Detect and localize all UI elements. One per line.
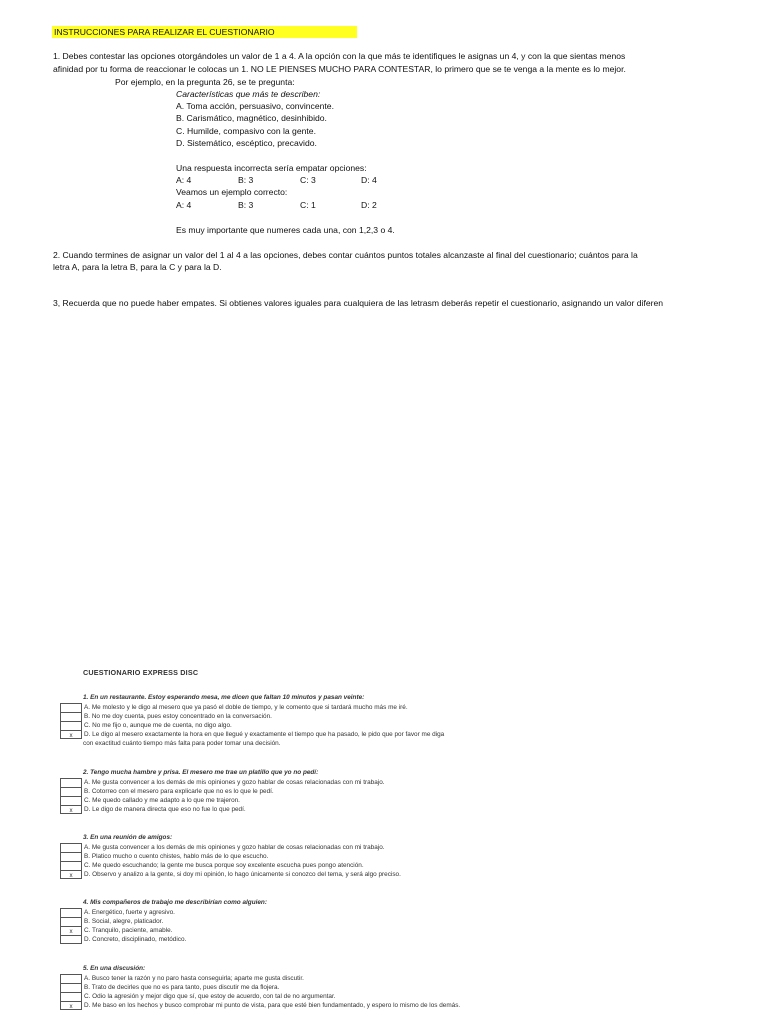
example-option-c: C. Humilde, compasivo con la gente. [176,126,316,136]
correct-value-b: B: 3 [238,200,254,210]
question-heading: 4. Mis compañeros de trabajo me describirían como alguien: [83,899,267,906]
question-heading: 1. En un restaurante. Estoy esperando mesa, me dicen que faltan 10 minutos y pasan veinte: [83,694,365,701]
instruction-3: 3, Recuerda que no puede haber empates. Si obtienes valores iguales para cualquiera de las letrasm deberás repetir el cuestionario, asignando un valor diferen [53,298,664,308]
answer-box[interactable] [60,935,82,944]
answer-box[interactable] [60,778,82,787]
option-row [60,843,720,852]
example-option-a: A. Toma acción, persuasivo, convincente. [176,101,334,111]
option-continuation: con exactitud cuánto tiempo más falta para poder tomar una decisión. [83,740,281,747]
option-text: B. Platico mucho o cuento chistes, hablo más de lo que escucho. [84,853,269,860]
answer-box[interactable] [60,861,82,870]
correct-value-a: A: 4 [176,200,192,210]
option-text: D. Le digo al mesero exactamente la hora en que llegué y exactamente el tiempo que ha pasado, le pido que por favor me diga [84,731,445,738]
option-row [60,796,720,805]
question-3 [60,833,720,883]
option-text: A. Energético, fuerte y agresivo. [84,909,175,916]
option-row [60,778,720,787]
question-heading: 2. Tengo mucha hambre y prisa. El mesero me trae un platillo que yo no pedí: [83,769,319,776]
option-row [60,926,720,935]
answer-box[interactable] [60,721,82,730]
answer-box[interactable]: x [60,805,82,814]
answer-box[interactable] [60,843,82,852]
question-4 [60,898,720,948]
answer-box[interactable] [60,974,82,983]
option-text: B. Social, alegre, platicador. [84,918,164,925]
option-text: A. Me gusta convencer a los demás de mis opiniones y gozo hablar de cosas relacionadas con mi trabajo. [84,779,385,786]
option-text: A. Me molesto y le digo al mesero que ya pasó el doble de tiempo, y le comento que si tardará mucho más me iré. [84,704,408,711]
answer-box[interactable] [60,908,82,917]
answer-box[interactable] [60,983,82,992]
wrong-answer-values [176,174,476,186]
option-row [60,935,720,944]
option-text: C. No me fijo o, aunque me de cuenta, no digo algo. [84,722,232,729]
instructions-title: INSTRUCCIONES PARA REALIZAR EL CUESTIONARIO [52,26,357,38]
answer-box[interactable]: x [60,926,82,935]
instruction-1-line-2: afinidad por tu forma de reaccionar le colocas un 1. NO LE PIENSES MUCHO PARA CONTESTAR, lo primero que se te venga a la mente es lo mejor. [53,64,626,74]
option-text: D. Le digo de manera directa que eso no fue lo que pedí. [84,806,246,813]
answer-box[interactable] [60,852,82,861]
option-row [60,730,720,739]
question-5 [60,964,720,1014]
option-row [60,787,720,796]
option-row [60,917,720,926]
example-intro: Por ejemplo, en la pregunta 26, se te pregunta: [115,77,295,87]
option-text: D. Me baso en los hechos y busco comprobar mi punto de vista, para que esté bien fundamentado, y espero lo mismo de los demás. [84,1002,461,1009]
answer-box[interactable] [60,703,82,712]
questionnaire-title: CUESTIONARIO EXPRESS DISC [83,668,199,677]
option-row [60,721,720,730]
option-text: B. No me doy cuenta, pues estoy concentrado en la conversación. [84,713,272,720]
question-heading: 5. En una discusión: [83,965,146,972]
option-row [60,983,720,992]
answer-box[interactable]: x [60,1001,82,1010]
question-heading: 3. En una reunión de amigos: [83,834,173,841]
option-row [60,992,720,1001]
option-text: B. Cotorreo con el mesero para explicarle que no es lo que le pedí. [84,788,274,795]
option-text: C. Tranquilo, paciente, amable. [84,927,173,934]
option-text: C. Me quedo escuchando; la gente me busca porque soy excelente escucha pues pongo atención. [84,862,364,869]
instruction-1-line-1: 1. Debes contestar las opciones otorgándoles un valor de 1 a 4. A la opción con la que más te identifiques le asignas un 4, y con la que sientas menos [53,51,626,61]
example-option-b: B. Carismático, magnético, desinhibido. [176,113,327,123]
option-text: D. Concreto, disciplinado, metódico. [84,936,187,943]
option-row [60,1001,720,1010]
option-row [60,852,720,861]
option-text: C. Odio la agresión y mejor digo que sí, que estoy de acuerdo, con tal de no argumentar. [84,993,336,1000]
question-1 [60,693,720,757]
option-row [60,908,720,917]
instruction-2-line-1: 2. Cuando termines de asignar un valor del 1 al 4 a las opciones, debes contar cuántos puntos totales alcanzaste al final del cuestionario; cuántos para la [53,250,638,260]
answer-box[interactable] [60,796,82,805]
answer-box[interactable]: x [60,730,82,739]
example-option-d: D. Sistemático, escéptico, precavido. [176,138,317,148]
answer-box[interactable]: x [60,870,82,879]
option-row [60,703,720,712]
option-row [60,712,720,721]
answer-box[interactable] [60,917,82,926]
option-text: B. Trato de decirles que no es para tanto, pues discutir me da flojera. [84,984,280,991]
correct-answer-values [176,199,476,211]
instruction-2-line-2: letra A, para la letra B, para la C y para la D. [53,262,222,272]
wrong-answer-label: Una respuesta incorrecta sería empatar opciones: [176,163,367,173]
wrong-value-d: D: 4 [361,175,377,185]
correct-value-d: D: 2 [361,200,377,210]
wrong-value-c: C: 3 [300,175,316,185]
option-row [60,870,720,879]
correct-value-c: C: 1 [300,200,316,210]
correct-answer-label: Veamos un ejemplo correcto: [176,187,288,197]
option-text: A. Busco tener la razón y no paro hasta conseguirla; aparte me gusta discutir. [84,975,304,982]
option-row [60,974,720,983]
question-2 [60,768,720,818]
wrong-value-a: A: 4 [176,175,192,185]
example-heading: Características que más te describen: [176,89,321,99]
option-text: A. Me gusta convencer a los demás de mis opiniones y gozo hablar de cosas relacionadas con mi trabajo. [84,844,385,851]
option-row [60,805,720,814]
answer-box[interactable] [60,992,82,1001]
answer-box[interactable] [60,787,82,796]
answer-box[interactable] [60,712,82,721]
option-text: D. Observo y analizo a la gente, si doy mi opinión, lo hago únicamente si conozco del tema, y será algo preciso. [84,871,401,878]
option-text: C. Me quedo callado y me adapto a lo que me trajeron. [84,797,240,804]
option-row [60,861,720,870]
important-note: Es muy importante que numeres cada una, con 1,2,3 o 4. [176,225,395,235]
wrong-value-b: B: 3 [238,175,254,185]
